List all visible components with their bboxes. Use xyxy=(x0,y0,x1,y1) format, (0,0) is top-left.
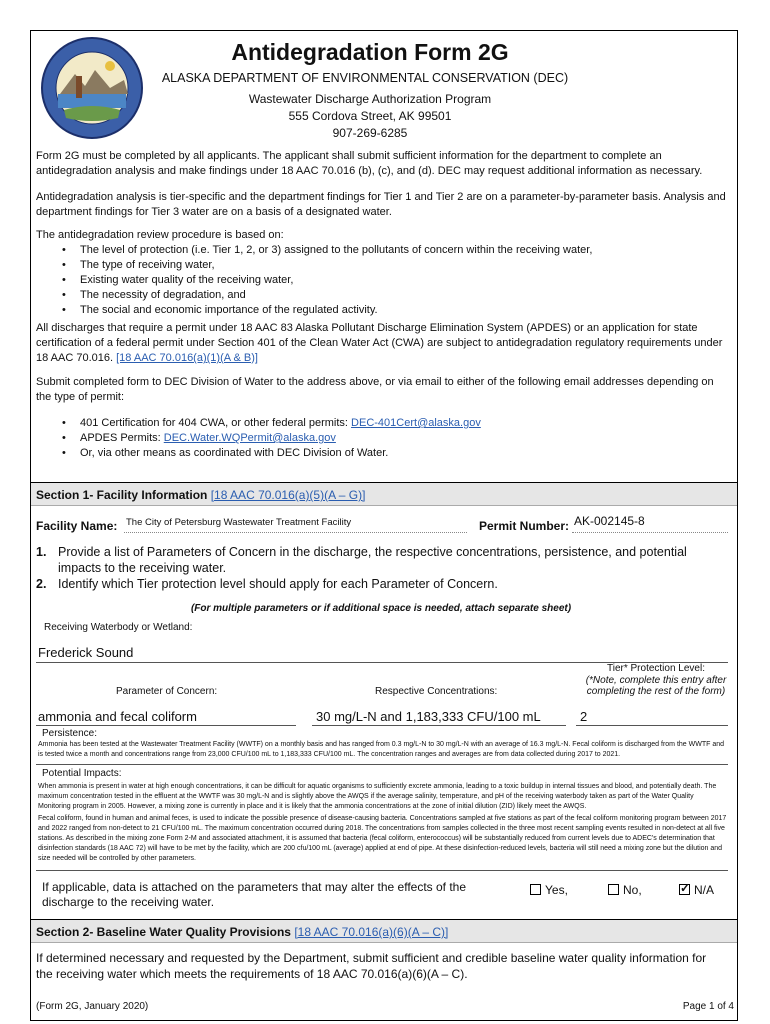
tier-underline xyxy=(576,725,728,726)
parameter-underline xyxy=(36,725,296,726)
section-2-header: Section 2- Baseline Water Quality Provisions [18 AAC 70.016(a)(6)(A – C)] xyxy=(31,919,737,943)
attached-data-question: If applicable, data is attached on the parameters that may alter the effects of the discharge to the receiving water. xyxy=(42,880,467,909)
no-checkbox[interactable] xyxy=(608,884,619,895)
yes-option[interactable]: Yes, xyxy=(530,883,568,897)
agency-phone: 907-269-6285 xyxy=(332,126,408,140)
intro-paragraph-4: All discharges that require a permit under 18 AAC 83 Alaska Pollutant Discharge Elimination System (APDES) or an application for state certification of a federal permit under Section 401 of the Clean Water Act (CWA) are subject to antidegradation regulatory requirements under 18 AAC 70.016. [18 AAC 70.016(a)(1)(A & B)] xyxy=(36,322,723,364)
concentration-column-header: Respective Concentrations: xyxy=(375,686,498,697)
yes-checkbox[interactable] xyxy=(530,884,541,895)
permit-number-field[interactable]: AK-002145-8 xyxy=(572,514,728,533)
email-link-apdes[interactable]: DEC.Water.WQPermit@alaska.gov xyxy=(163,432,336,444)
persistence-field[interactable]: Ammonia has been tested at the Wastewater Treatment Facility (WWTF) on a monthly basis and has ranged from 0.3 mg/L-N to 30 mg/L-N with an average of 16.3 mg/L-N. Fecal coliform is discharged from the WWTF and is tested twice a month and concentrations range from 23,000 CFU/100 mL to 1,183,333 CFU/100 mL. The concentration ranges and averages are from data collected during 2017 to 2021. xyxy=(38,741,725,758)
list-item: • The social and economic importance of the regulated activity. xyxy=(62,303,712,318)
regulation-link[interactable]: [18 AAC 70.016(a)(1)(A & B)] xyxy=(116,352,258,364)
list-item: • APDES Permits: DEC.Water.WQPermit@alaska.gov xyxy=(62,431,712,446)
section-2-text: If determined necessary and requested by the Department, submit sufficient and credible baseline water quality information for the receiving water which meets the requirements of 18 AAC 70.016(a)(6)(A – C). xyxy=(36,951,707,981)
review-criteria-list xyxy=(62,243,712,318)
waterbody-label: Receiving Waterbody or Wetland: xyxy=(44,622,193,633)
impacts-field-coliform[interactable]: Fecal coliform, found in human and animal feces, is used to indicate the possible presence of disease-causing bacteria. Concentrations sampled at five stations as part of the fecal coliform monitoring program between 2017 and 2022 ranged from non-detect to 21 CFU/100 mL. The maximum concentration occurred during 2018. The concentrations from samples collected in the three most recent sampling events resulted in non-detect at all five stations. As described in the mixing zone Form 2-M and associated attachment, it is assumed that bacteria (fecal coliform, enterococcus) will be substantially reduced from current levels due to ADEC's determination that disinfection standards (18 AAC 72) will have to be met by the facility, which are 200 cfu/100 mL (average) applied at end of pipe. At these disinfection-reduced levels, bacteria will still need a mixing zone but the dilution and size needed will be controlled by other parameters. xyxy=(38,815,727,862)
concentration-field[interactable]: 30 mg/L-N and 1,183,333 CFU/100 mL xyxy=(316,709,541,724)
list-item: • The type of receiving water, xyxy=(62,258,712,273)
na-option[interactable]: ✓ N/A xyxy=(679,883,714,897)
intro-paragraph-5: Submit completed form to DEC Division of Water to the address above, or via email to either of the following email addresses depending on the type of permit: xyxy=(36,376,714,403)
parameter-column-header: Parameter of Concern: xyxy=(116,686,218,697)
tier-column-note: (*Note, complete this entry after completing the rest of the form) xyxy=(585,675,727,697)
alaska-dec-seal-icon xyxy=(40,36,144,140)
na-checkbox[interactable] xyxy=(679,884,690,895)
parameter-field[interactable]: ammonia and fecal coliform xyxy=(38,709,197,724)
question-list xyxy=(36,544,726,592)
divider xyxy=(36,870,728,871)
intro-paragraph-2: Antidegradation analysis is tier-specific and the department findings for Tier 1 and Tier 2 are on a parameter-by-parameter basis. Analysis and department findings for Tier 3 water are on a basis of a designated water. xyxy=(36,191,726,218)
list-item: • The necessity of degradation, and xyxy=(62,288,712,303)
form-version: (Form 2G, January 2020) xyxy=(36,1001,149,1012)
email-link-401[interactable]: DEC-401Cert@alaska.gov xyxy=(351,417,481,429)
tier-column-header: Tier* Protection Level: xyxy=(606,663,705,674)
question-2: 2. Identify which Tier protection level should apply for each Parameter of Concern. xyxy=(36,577,498,591)
attach-sheet-note: (For multiple parameters or if additional space is needed, attach separate sheet) xyxy=(190,603,572,614)
permit-number-label: Permit Number: xyxy=(479,519,570,533)
list-item: • Existing water quality of the receiving water, xyxy=(62,273,712,288)
question-1: 1. Provide a list of Parameters of Concern in the discharge, the respective concentrations, persistence, and potential impacts to the receiving water. xyxy=(36,545,687,575)
list-item: • Or, via other means as coordinated with DEC Division of Water. xyxy=(62,446,712,461)
facility-name-label: Facility Name: xyxy=(36,519,118,533)
list-item: • The level of protection (i.e. Tier 1, 2, or 3) assigned to the pollutants of concern within the receiving water, xyxy=(62,243,712,258)
email-list xyxy=(62,416,712,461)
no-option[interactable]: No, xyxy=(608,883,642,897)
form-title: Antidegradation Form 2G xyxy=(231,39,509,65)
concentration-underline xyxy=(312,725,566,726)
agency-address: 555 Cordova Street, AK 99501 xyxy=(288,109,452,123)
section-1-regulation-link[interactable]: [18 AAC 70.016(a)(5)(A – G)] xyxy=(210,488,366,502)
list-item: • 401 Certification for 404 CWA, or other federal permits: DEC-401Cert@alaska.gov xyxy=(62,416,712,431)
intro-paragraph-1: Form 2G must be completed by all applicants. The applicant shall submit sufficient information for the department to complete an antidegradation analysis and make findings under 18 AAC 70.016 (b), (c), and (d). DEC may request additional information as necessary. xyxy=(36,150,703,177)
tier-field[interactable]: 2 xyxy=(580,709,588,724)
divider xyxy=(36,764,728,765)
impacts-field-ammonia[interactable]: When ammonia is present in water at high enough concentrations, it can be difficult for aquatic organisms to sufficiently excrete ammonia, leading to a toxic buildup in internal tissues and blood, and potentially death. The maximum concentration tested in the effluent at the WWTF was 30 mg/L-N and is slightly above the AWQS if the average salinity, temperature, and pH of the receiving waterbody taken as part of the Water Quality Monitoring program in 2005. However, a mixing zone is currently in place and it is likely that the ammonia concentrations at the zone of initial dilution (ZID) likely meet the AWQS. xyxy=(38,783,717,810)
waterbody-field[interactable]: Frederick Sound xyxy=(38,645,134,660)
facility-name-field[interactable]: The City of Petersburg Wastewater Treatment Facility xyxy=(124,515,467,533)
impacts-label: Potential Impacts: xyxy=(42,768,122,779)
page-number: Page 1 of 4 xyxy=(682,1001,734,1012)
section-1-header: Section 1- Facility Information [18 AAC 70.016(a)(5)(A – G)] xyxy=(31,482,737,506)
agency-name: ALASKA DEPARTMENT OF ENVIRONMENTAL CONSERVATION (DEC) xyxy=(161,71,569,85)
persistence-label: Persistence: xyxy=(42,728,98,739)
program-name: Wastewater Discharge Authorization Program xyxy=(248,92,492,106)
intro-paragraph-3: The antidegradation review procedure is based on: xyxy=(36,229,284,241)
section-2-regulation-link[interactable]: [18 AAC 70.016(a)(6)(A – C)] xyxy=(294,925,449,939)
